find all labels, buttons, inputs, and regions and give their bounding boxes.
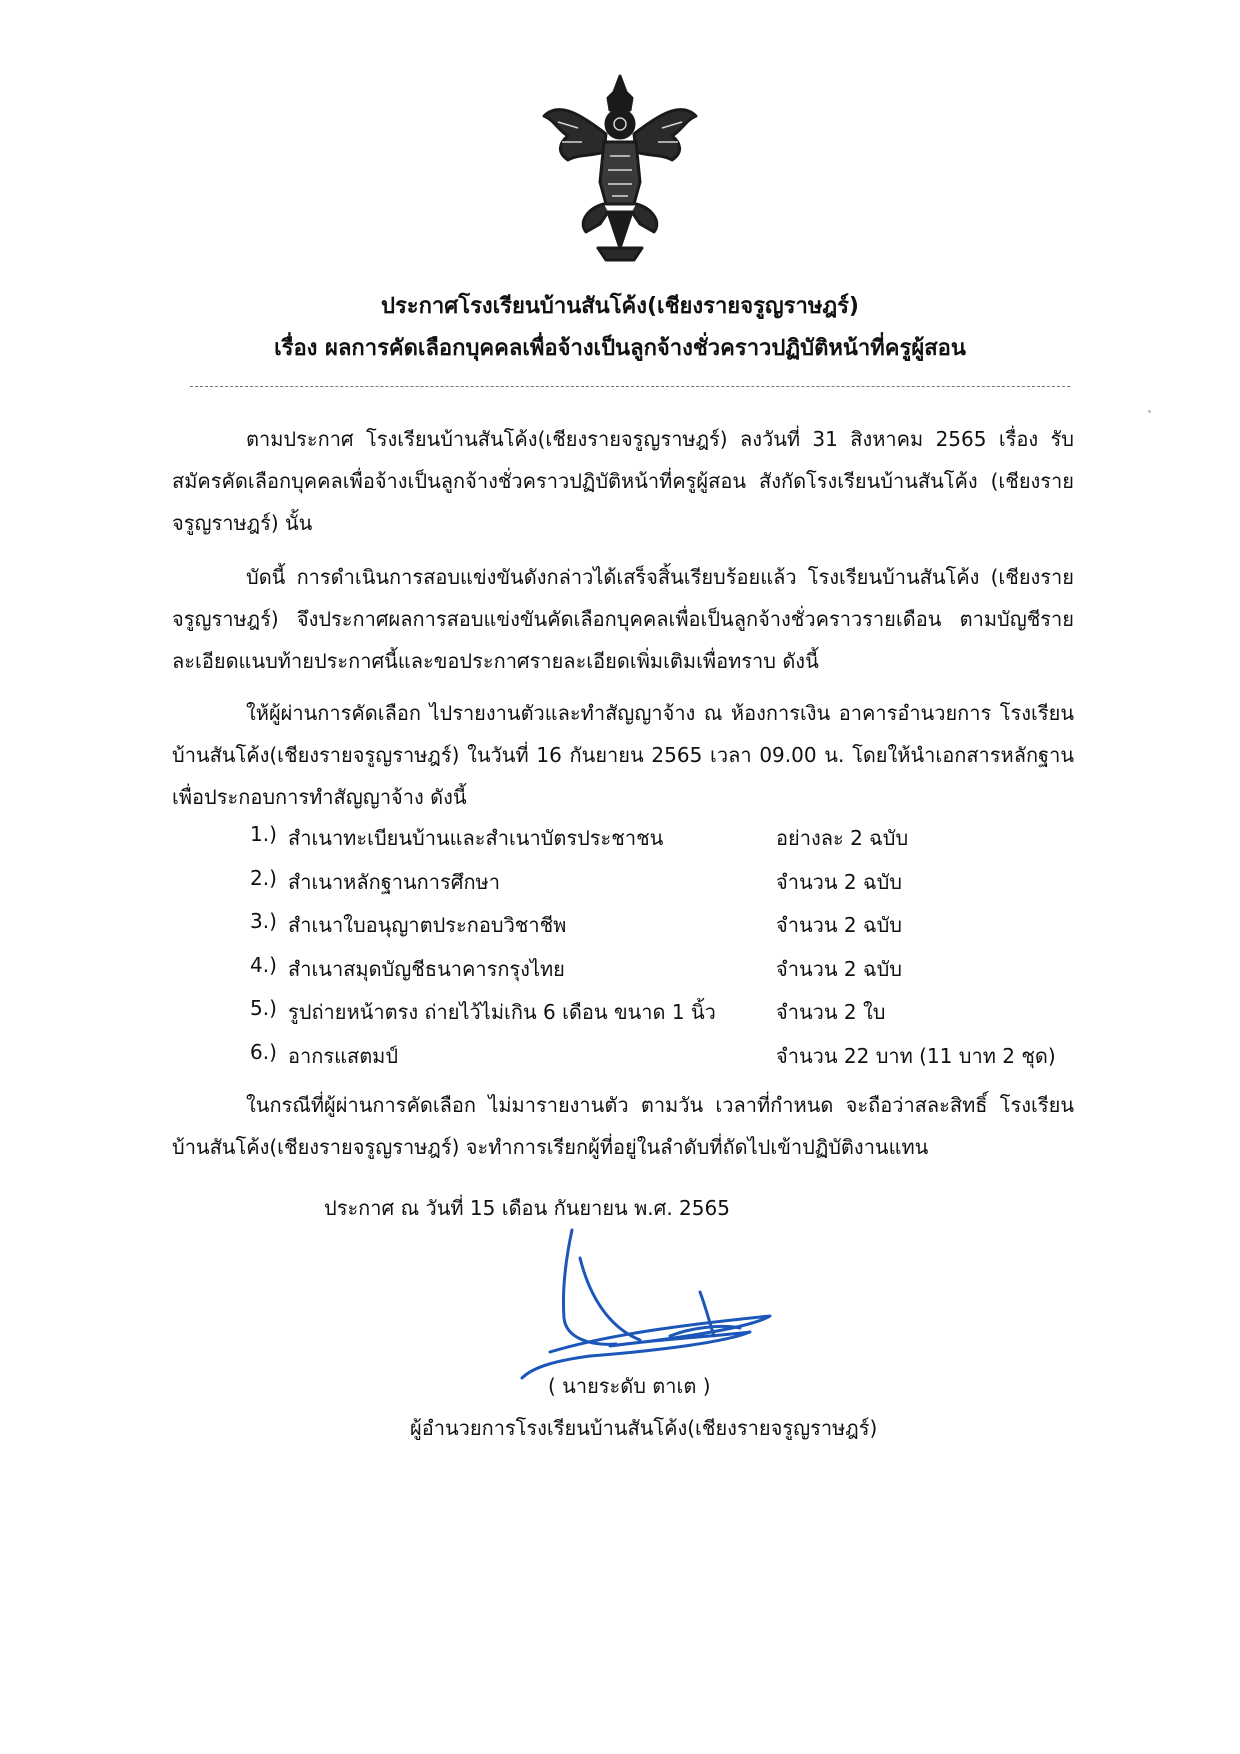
scan-speck xyxy=(1148,410,1151,413)
item-text: รูปถ่ายหน้าตรง ถ่ายไว้ไม่เกิน 6 เดือน ขนาด 1 นิ้ว xyxy=(288,1000,716,1024)
issued-date: ประกาศ ณ วันที่ 15 เดือน กันยายน พ.ศ. 2565 xyxy=(324,1196,730,1220)
item-quantity: จำนวน 2 ฉบับ xyxy=(776,870,902,894)
document-list-item xyxy=(250,1040,1090,1080)
item-text: สำเนาใบอนุญาตประกอบวิชาชีพ xyxy=(288,913,567,937)
item-text: สำเนาทะเบียนบ้านและสำเนาบัตรประชาชน xyxy=(288,826,664,850)
signer-position: ผู้อำนวยการโรงเรียนบ้านสันโค้ง(เชียงรายจรูญราษฎร์) xyxy=(410,1416,878,1440)
item-quantity: อย่างละ 2 ฉบับ xyxy=(776,826,909,850)
item-quantity: จำนวน 2 ฉบับ xyxy=(776,957,902,981)
paragraph-report: ให้ผู้ผ่านการคัดเลือก ไปรายงานตัวและทำสัญญาจ้าง ณ ห้องการเงิน อาคารอำนวยการ โรงเรียนบ้านสันโค้ง(เชียงรายจรูญราษฎร์) ในวันที่ 16 กันยายน 2565 เวลา 09.00 น. โดยให้นำเอกสารหลักฐาน เพื่อประกอบการทำสัญญาจ้าง ดังนี้ xyxy=(172,701,1074,809)
document-list-item xyxy=(250,866,1090,906)
item-number: 3.) xyxy=(250,909,277,933)
item-number: 1.) xyxy=(250,822,277,846)
item-number: 6.) xyxy=(250,1040,277,1064)
document-list-item xyxy=(250,996,1090,1036)
paragraph-reference: ตามประกาศ โรงเรียนบ้านสันโค้ง(เชียงรายจรูญราษฎร์) ลงวันที่ 31 สิงหาคม 2565 เรื่อง รับสมัครคัดเลือกบุคคลเพื่อจ้างเป็นลูกจ้างชั่วคราวปฏิบัติหน้าที่ครูผู้สอน สังกัดโรงเรียนบ้านสันโค้ง (เชียงรายจรูญราษฎร์) นั้น xyxy=(172,427,1074,535)
paragraph-forfeit: ในกรณีที่ผู้ผ่านการคัดเลือก ไม่มารายงานตัว ตามวัน เวลาที่กำหนด จะถือว่าสละสิทธิ์ โรงเรียนบ้านสันโค้ง(เชียงรายจรูญราษฎร์) จะทำการเรียกผู้ที่อยู่ในลำดับที่ถัดไปเข้าปฏิบัติงานแทน xyxy=(172,1093,1074,1159)
item-number: 2.) xyxy=(250,866,277,890)
garuda-emblem-icon xyxy=(538,72,702,264)
item-number: 4.) xyxy=(250,953,277,977)
document-subject: เรื่อง ผลการคัดเลือกบุคคลเพื่อจ้างเป็นลูกจ้างชั่วคราวปฏิบัติหน้าที่ครูผู้สอน xyxy=(274,336,966,361)
document-list-item xyxy=(250,953,1090,993)
document-title: ประกาศโรงเรียนบ้านสันโค้ง(เชียงรายจรูญราษฎร์) xyxy=(381,294,859,319)
document-list-item xyxy=(250,822,1090,862)
signer-name: ( นายระดับ ตาเต ) xyxy=(548,1374,711,1398)
item-text: สำเนาหลักฐานการศึกษา xyxy=(288,870,500,894)
document-list-item xyxy=(250,909,1090,949)
item-text: อากรแสตมป์ xyxy=(288,1044,399,1068)
item-quantity: จำนวน 22 บาท (11 บาท 2 ชุด) xyxy=(776,1044,1056,1068)
item-quantity: จำนวน 2 ใบ xyxy=(776,1000,886,1024)
signature-icon xyxy=(520,1228,820,1384)
item-quantity: จำนวน 2 ฉบับ xyxy=(776,913,902,937)
paragraph-result: บัดนี้ การดำเนินการสอบแข่งขันดังกล่าวได้เสร็จสิ้นเรียบร้อยแล้ว โรงเรียนบ้านสันโค้ง (เชียงรายจรูญราษฎร์) จึงประกาศผลการสอบแข่งขันคัดเลือกบุคคลเพื่อเป็นลูกจ้างชั่วคราวรายเดือน ตามบัญชีรายละเอียดแนบท้ายประกาศนี้และขอประกาศรายละเอียดเพิ่มเติมเพื่อทราบ ดังนี้ xyxy=(172,565,1074,673)
dashed-divider xyxy=(190,386,1070,387)
item-number: 5.) xyxy=(250,996,277,1020)
item-text: สำเนาสมุดบัญชีธนาคารกรุงไทย xyxy=(288,957,565,981)
